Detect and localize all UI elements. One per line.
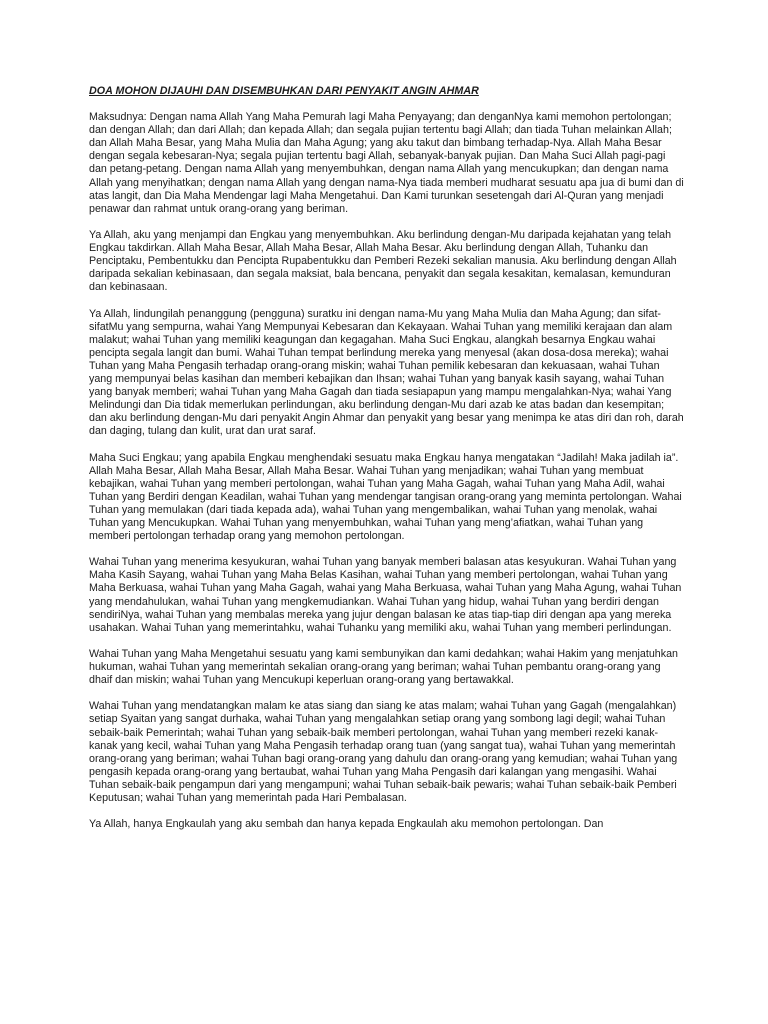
paragraph-malam-siang: Wahai Tuhan yang mendatangkan malam ke atas siang dan siang ke atas malam; wahai Tuhan yang Gagah (mengalahkan) setiap Syaitan yang sangat durhaka, wahai Tuhan yang mengalahkan setiap orang yang sombong lagi degil; wahai Tuhan sebaik-baik Pemerintah; wahai Tuhan yang sebaik-baik memberi pertolongan, wahai Tuhan yang memberi rezeki kanak-kanak yang kecil, wahai Tuhan yang Maha Pengasih terhadap orang tuan (yang sangat tua), wahai Tuhan yang memerintah orang-orang yang beriman; wahai Tuhan bagi orang-orang yang dahulu dan orang-orang yang kemudian; wahai Tuhan yang pengasih kepada orang-orang yang bertaubat, wahai Tuhan yang Maha Pengasih dari kalangan yang mengasihi. Wahai Tuhan sebaik-baik pengampun dari yang mengampuni; wahai Tuhan sebaik-baik pewaris; wahai Tuhan sebaik-baik Pemberi Keputusan; wahai Tuhan yang memerintah pada Hari Pembalasan. [89, 700, 678, 804]
paragraph-engkaulah: Ya Allah, hanya Engkaulah yang aku sembah dan hanya kepada Engkaulah aku memohon pertolongan. Dan [89, 818, 604, 831]
document-page [89, 85, 684, 844]
paragraph-maha-mengetahui: Wahai Tuhan yang Maha Mengetahui sesuatu yang kami sembunyikan dan kami dedahkan; wahai Hakim yang menjatuhkan hukuman, wahai Tuhan yang memerintah sekalian orang-orang yang beriman; wahai Tuhan pembantu orang-orang yang dhaif dan miskin; wahai Tuhan yang Mencukupi keperluan orang-orang yang bertawakkal. [89, 647, 678, 687]
paragraph-menjampi: Ya Allah, aku yang menjampi dan Engkau yang menyembuhkan. Aku berlindung dengan-Mu daripada kejahatan yang telah Engkau takdirkan. Allah Maha Besar, Allah Maha Besar, Allah Maha Besar. Aku berlindung dengan Allah, Tuhanku dan Penciptaku, Pembentukku dan Pencipta Rupabentukku dan Pemberi Rezeki sekalian manusia. Aku berlindung dengan Allah daripada sekalian kebinasaan, dan segala maksiat, bala bencana, penyakit dan segala kesakitan, kemalasan, kemunduran dan kebinasaan. [89, 228, 677, 294]
paragraph-lindungilah: Ya Allah, lindungilah penanggung (pengguna) suratku ini dengan nama-Mu yang Maha Mulia dan Maha Agung; dan sifat-sifatMu yang sempurna, wahai Yang Mempunyai Kebesaran dan Kekayaan. Wahai Tuhan yang memiliki kerajaan dan alam malakut; wahai Tuhan yang memiliki keagungan dan kegagahan. Maha Suci Engkau, alangkah besarnya Engkau wahai pencipta segala langit dan bumi. Wahai Tuhan tempat berlindung mereka yang menyesal (akan dosa-dosa mereka); wahai Tuhan yang Maha Pengasih terhadap orang-orang miskin; wahai Tuhan pemilik kebesaran dan kekuasaan, wahai Tuhan yang mempunyai belas kasihan dan memberi kebajikan dan Ihsan; wahai Tuhan yang banyak kasih sayang, wahai Tuhan yang banyak memberi; wahai Tuhan yang Maha Gagah dan tiada sesiapapun yang mampu mengalahkan-Nya; wahai Yang Melindungi dan Dia tidak memerlukan perlindungan, aku berlindung dengan-Mu dari azab ke atas badan dan kesempitan; dan aku berlindung dengan-Mu dari penyakit Angin Ahmar dan penyakit yang besar yang menimpa ke atas diri dan roh, darah dan daging, tulang dan kulit, urat dan urat saraf. [89, 307, 684, 438]
paragraph-maksudnya: Maksudnya: Dengan nama Allah Yang Maha Pemurah lagi Maha Penyayang; dan denganNya kami memohon pertolongan; dan dengan Allah; dan dari Allah; dan kepada Allah; dan segala pujian tertentu bagi Allah; dan tiada Tuhan melainkan Allah; dan Allah Maha Besar, yang Maha Mulia dan Maha Agung; yang aku takut dan bimbang terhadap-Nya. Allah Maha Besar dengan segala kebesaran-Nya; segala pujian tertentu bagi Allah, sebanyak-banyak pujian. Dan Maha Suci Allah pagi-pagi dan petang-petang. Dengan nama Allah yang menyembuhkan, dengan nama Allah yang mencukupkan; dan dengan nama Allah yang menyihatkan; dengan nama Allah yang dengan nama-Nya tiada memberi mudharat sesuatu apa jua di bumi dan di atas langit, dan Dia Maha Mendengar lagi Maha Mengetahui. Dan Kami turunkan sesetengah dari Al-Quran yang menjadi penawar dan rahmat untuk orang-orang yang beriman. [89, 111, 684, 215]
document-title: DOA MOHON DIJAUHI DAN DISEMBUHKAN DARI PENYAKIT ANGIN AHMAR [89, 85, 479, 97]
paragraph-maha-suci: Maha Suci Engkau; yang apabila Engkau menghendaki sesuatu maka Engkau hanya mengatakan “Jadilah! Maka jadilah ia”. Allah Maha Besar, Allah Maha Besar, Allah Maha Besar. Wahai Tuhan yang menjadikan; wahai Tuhan yang membuat kebajikan, wahai Tuhan yang memberi pertolongan, wahai Tuhan yang Maha Gagah, wahai Tuhan yang Maha Adil, wahai Tuhan yang Berdiri dengan Keadilan, wahai Tuhan yang mendengar tangisan orang-orang yang meminta pertolongan. Wahai Tuhan yang memulakan (dari tiada kepada ada), wahai Tuhan yang mengembalikan, wahai Tuhan yang menolak, wahai Tuhan yang Mencukupkan. Wahai Tuhan yang menyembuhkan, wahai Tuhan yang meng’afiatkan, wahai Tuhan yang memberi pertolongan terhadap orang yang memohon pertolongan. [89, 451, 682, 543]
paragraph-kesyukuran: Wahai Tuhan yang menerima kesyukuran, wahai Tuhan yang banyak memberi balasan atas kesyukuran. Wahai Tuhan yang Maha Kasih Sayang, wahai Tuhan yang Maha Belas Kasihan, wahai Tuhan yang memberi pertolongan, wahai Tuhan yang Maha Berkuasa, wahai Tuhan yang Maha Gagah, wahai yang Maha Berkuasa, wahai Tuhan yang Maha Agung, wahai Tuhan yang mendahulukan, wahai Tuhan yang mengkemudiankan. Wahai Tuhan yang hidup, wahai Tuhan yang berdiri dengan sendiriNya, wahai Tuhan yang membalas mereka yang jujur dengan balasan ke atas tiap-tiap diri dengan apa yang mereka usahakan. Wahai Tuhan yang memerintahku, wahai Tuhanku yang memiliki aku, wahai Tuhan yang memberi perlindungan. [89, 556, 682, 634]
